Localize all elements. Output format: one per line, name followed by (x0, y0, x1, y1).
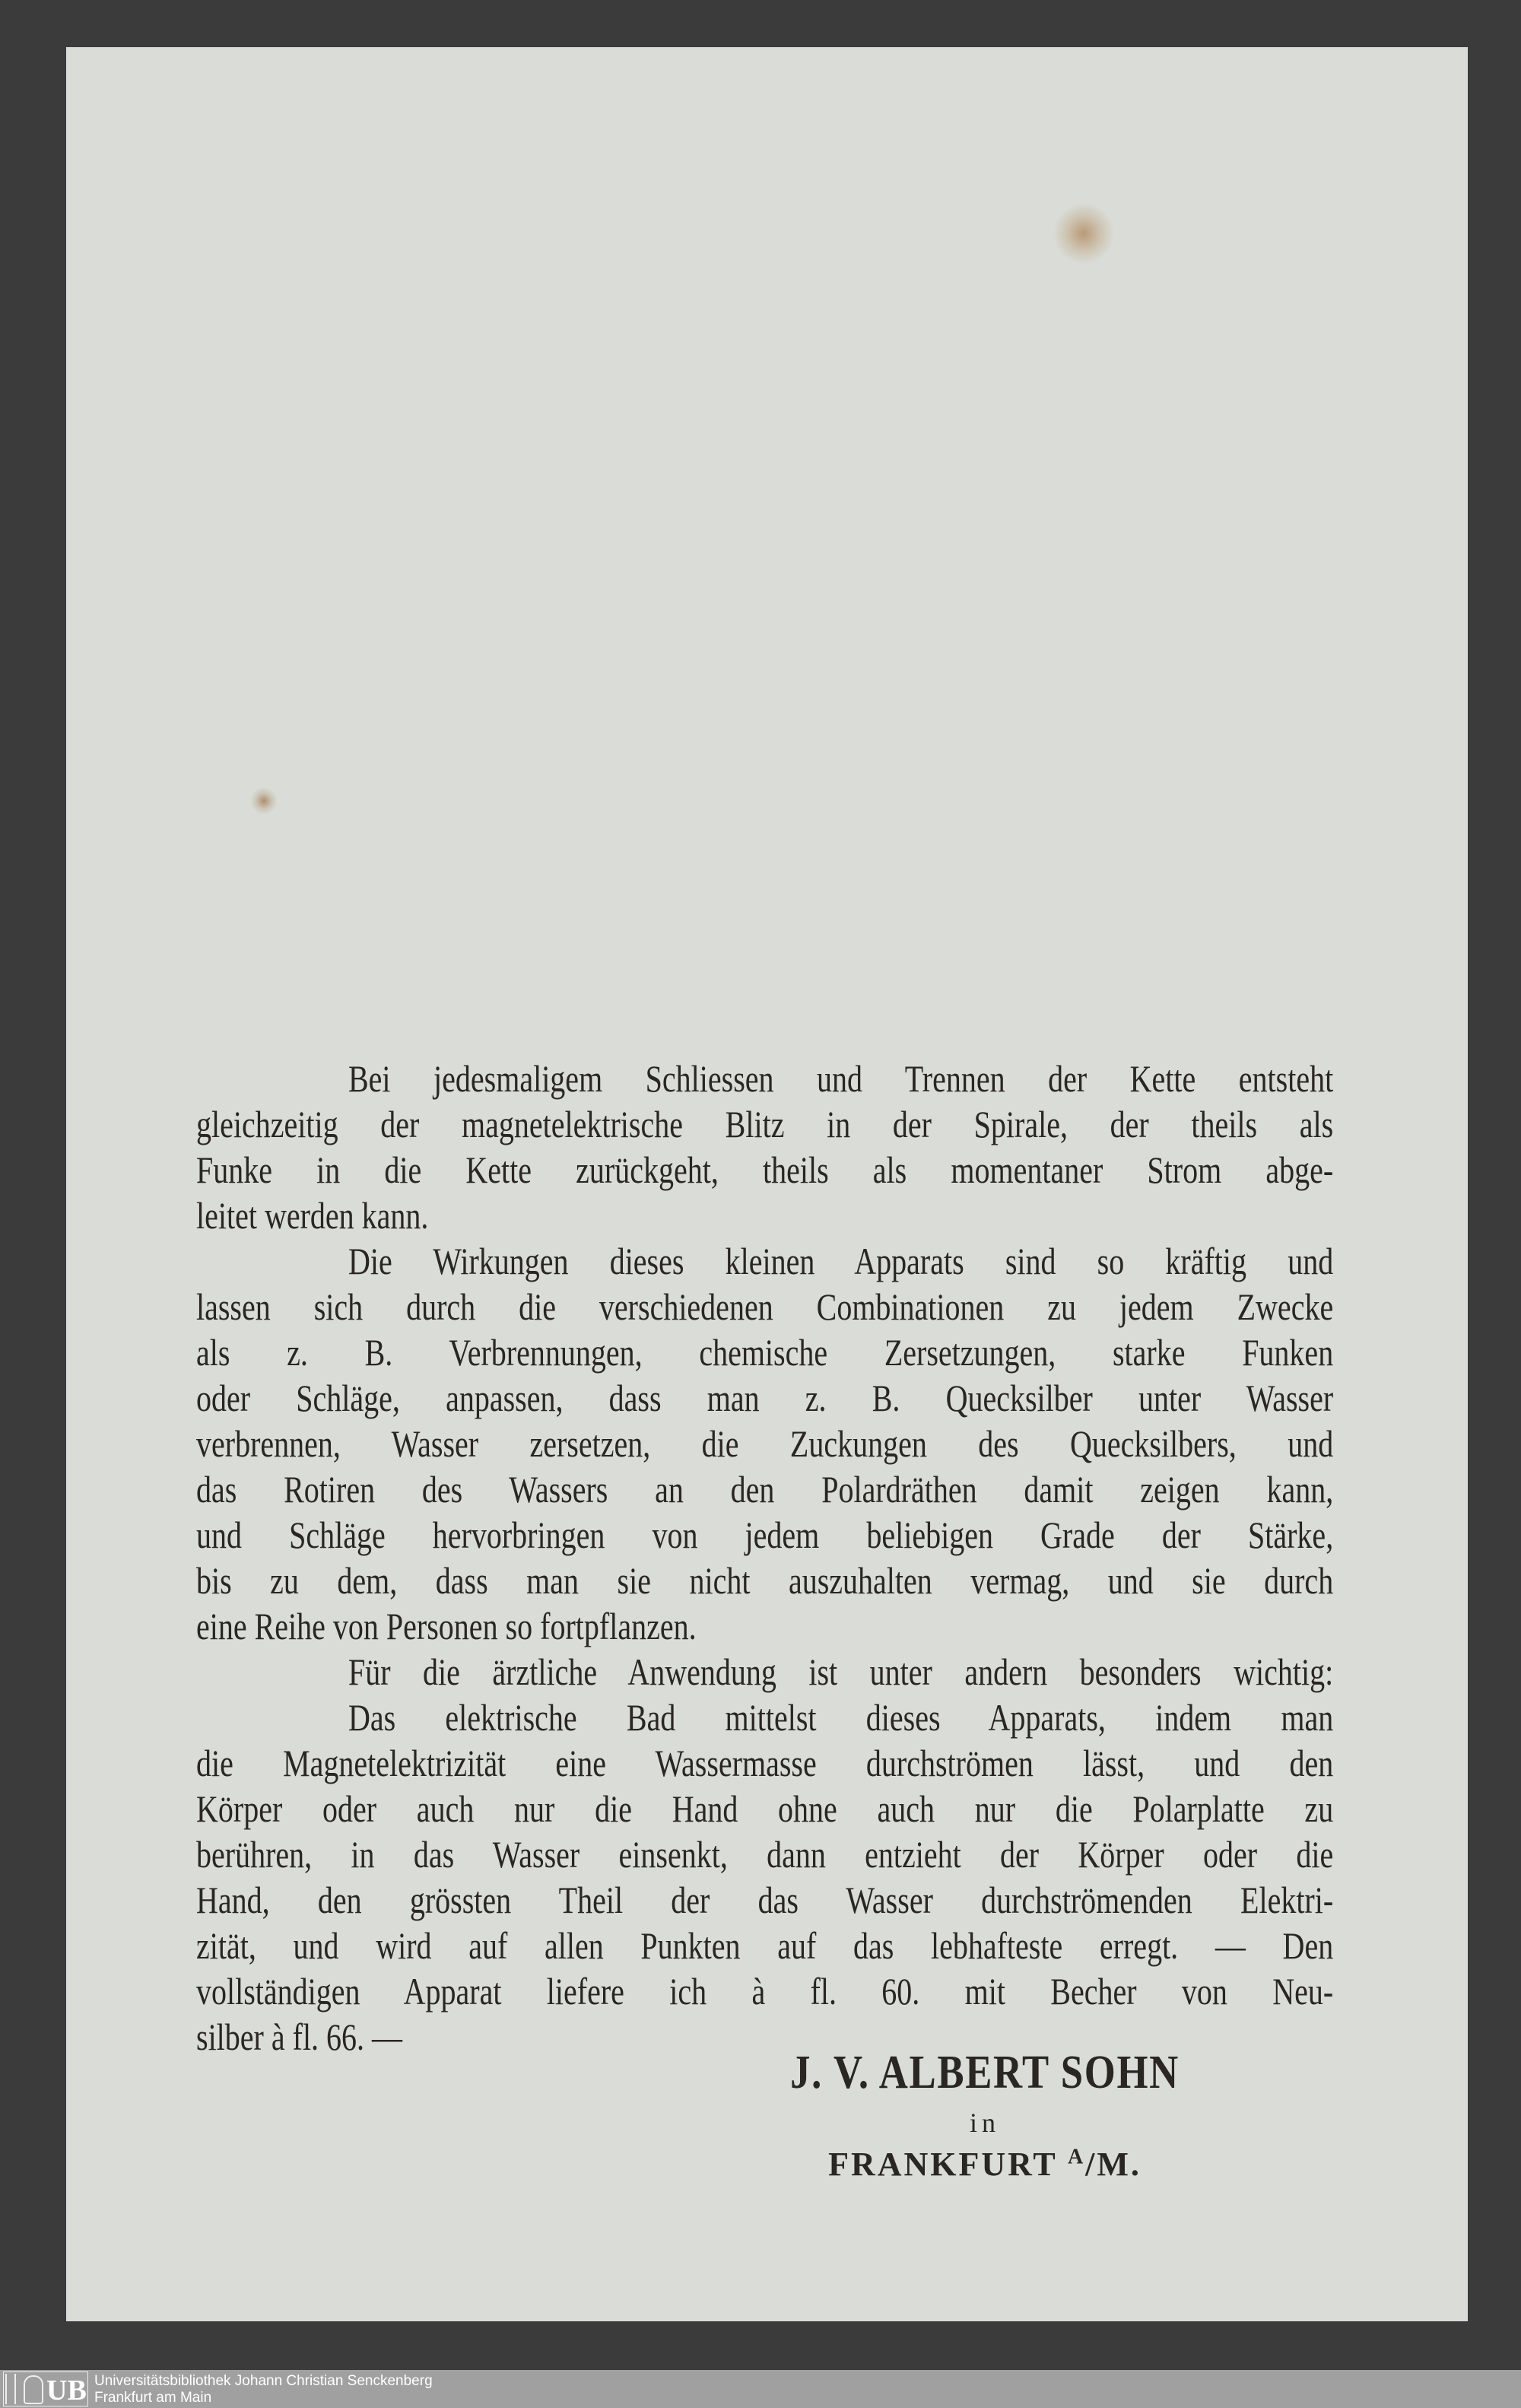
text-line: und Schläge hervorbringen von jedem beliebigen Grade der Stärke, (196, 1514, 1334, 1556)
library-city: Frankfurt am Main (94, 2390, 212, 2406)
city-name: FRANKFURT (828, 2146, 1057, 2183)
text-line: das Rotiren des Wassers an den Polardräthen damit zeigen kann, (196, 1468, 1334, 1511)
signature-name: J. V. ALBERT SOHN (790, 2047, 1180, 2098)
text-line: vollständigen Apparat liefere ich à fl. 60. mit Becher von Neu- (196, 1970, 1334, 2012)
text-line: als z. B. Verbrennungen, chemische Zersetzungen, starke Funken (196, 1331, 1334, 1374)
logo-text: UB (46, 2375, 87, 2406)
text-line: lassen sich durch die verschiedenen Combinationen zu jedem Zwecke (196, 1285, 1334, 1328)
text-line: verbrennen, Wasser zersetzen, die Zuckungen des Quecksilbers, und (196, 1422, 1334, 1465)
text-line: eine Reihe von Personen so fortpflanzen. (196, 1605, 697, 1647)
ub-logo (3, 2371, 88, 2406)
column-icon (5, 2374, 16, 2404)
text-line: Für die ärztliche Anwendung ist unter andern besonders wichtig: (348, 1650, 1334, 1693)
library-name: Universitätsbibliothek Johann Christian Senckenberg (94, 2373, 433, 2389)
signature-in: in (969, 2108, 1000, 2138)
city-suffix-2: /M. (1085, 2146, 1142, 2183)
city-suffix: A (1067, 2145, 1086, 2169)
text-line: Hand, den grössten Theil der das Wasser durchströmenden Elektri- (196, 1879, 1334, 1921)
library-footer (0, 2370, 1521, 2408)
signature-city (472, 2145, 1498, 2184)
text-line: silber à fl. 66. — (196, 2016, 403, 2058)
text-line: zität, und wird auf allen Punkten auf das lebhafteste erregt. — Den (196, 1924, 1334, 1967)
text-line: Das elektrische Bad mittelst dieses Apparats, indem man (348, 1696, 1334, 1739)
portrait-icon (24, 2375, 43, 2404)
text-line: leitet werden kann. (196, 1194, 429, 1237)
text-line: berühren, in das Wasser einsenkt, dann entzieht der Körper oder die (196, 1833, 1334, 1876)
text-line: Körper oder auch nur die Hand ohne auch nur die Polarplatte zu (196, 1787, 1334, 1830)
text-line: Die Wirkungen dieses kleinen Apparats sind so kräftig und (348, 1240, 1334, 1282)
text-line: die Magnetelektrizität eine Wassermasse durchströmen lässt, und den (196, 1742, 1334, 1784)
text-line: gleichzeitig der magnetelektrische Blitz in der Spirale, der theils als (196, 1103, 1334, 1145)
text-line: bis zu dem, dass man sie nicht auszuhalten vermag, und sie durch (196, 1559, 1334, 1602)
document-body (196, 1056, 1333, 2060)
text-line: Bei jedesmaligem Schliessen und Trennen der Kette entsteht (348, 1057, 1334, 1100)
text-line: oder Schläge, anpassen, dass man z. B. Quecksilber unter Wasser (196, 1377, 1334, 1419)
text-line: Funke in die Kette zurückgeht, theils als momentaner Strom abge- (196, 1148, 1334, 1191)
